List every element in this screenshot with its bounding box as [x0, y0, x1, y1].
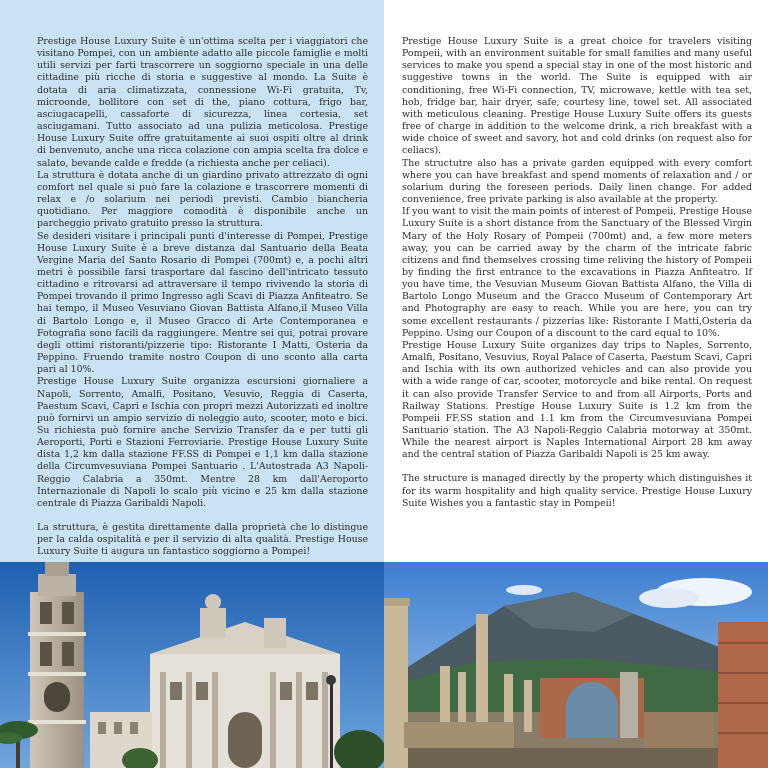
english-paragraph-intro: Prestige House Luxury Suite is a great choice for travelers visiting Pompeii, with an environment suitable for small families and many useful services to make you spend a special stay in one of the most historic and suggestive towns in the world. The Suite is equipped with air conditioning, free Wi-Fi connection, TV, microwave, kettle with tea set, hob, fridge bar, hair dryer, safe, courtesy line, towel set. All associated with meticulous cleaning. Prestige House Luxury Suite offers its guests free of charge in addition to the welcome drink, a rich breakfast with a wide choice of sweet and savory, hot and cold drinks (on request also for celiacs). [402, 36, 752, 157]
italian-paragraph-closing: La struttura, è gestita direttamente dalla proprietà che lo distingue per la calda ospitalità e per il servizio di alta qualità. Prestige House Luxury Suite ti augura un fantastico soggiorno a Pompei! [37, 522, 368, 558]
sanctuary-photo [0, 562, 384, 768]
italian-text [37, 36, 368, 559]
english-paragraph-excursions: Prestige House Luxury Suite organizes day trips to Naples, Sorrento, Amalfi, Positano, Vesuvius, Royal Palace of Caserta, Paestum Scavi, Capri and Ischia with its own authorized vehicles and can also provide you with a wide range of car, scooter, motorcycle and bike rental. On request it can also provide Transfer Service to and from all Airports, Ports and Railway Stations. Prestige House Luxury Suite is 1.2 km from the Pompeii FF.SS station and 1.1 km from the Circumvesuviana Pompei Santuario station. The A3 Napoli-Reggio Calabria motorway at 350mt. While the nearest airport is Naples International Airport 28 km away and the central station of Piazza Garibaldi Napoli is 25 km away. [402, 339, 752, 461]
italian-paragraph-excursions: Prestige House Luxury Suite organizza escursioni giornaliere a Napoli, Sorrento, Amalfi, Positano, Vesuvio, Reggia di Caserta, Paestum Scavi, Capri e Ischia con propri mezzi Autorizzati ed inoltre può fornirvi un ampio servizio di noleggio auto, scooter, moto e bici. Su richiesta può fornire anche Servizio Transfer da e per tutti gli Aeroporti, Porti e Stazioni Ferroviarie. Prestige House Luxury Suite dista 1,2 km dalla stazione FF.SS di Pompei e 1,1 km dalla stazione della Circumvesuviana Pompei Santuario . L'Autostrada A3 Napoli-Reggio Calabria a 350mt. Mentre 28 km dall'Aeroporto Internazionale di Napoli lo scalo più vicino e 25 km dalla stazione centrale di Piazza Garibaldi Napoli. [37, 376, 368, 509]
vesuvius-ruins-photo [384, 562, 768, 768]
italian-paragraph-intro: Prestige House Luxury Suite è un'ottima scelta per i viaggiatori che visitano Pompei, con un ambiente adatto alle piccole famiglie e molti utili servizi per farti trascorrere un soggiorno speciale in una delle cittadine più ricche di storia e suggestive al mondo. La Suite è dotata di aria climatizzata, connessione Wi-Fi gratuita, Tv, microonde, bollitore con set di the, piano cottura, frigo bar, asciugacapelli, cassaforte di sicurezza, linea cortesia, set asciugamani. Tutto associato ad una pulizia meticolosa. Prestige House Luxury Suite offre gratuitamente ai suoi ospiti oltre al drink di benvenuto, anche una ricca colazione con ampia scelta fra dolce e salato, bevande calde e fredde (a richiesta anche per celiaci). [37, 36, 368, 169]
english-text-column [384, 0, 768, 562]
bell-tower [28, 562, 86, 768]
italian-text-column [0, 0, 384, 562]
english-paragraph-garden: The structutre also has a private garden equipped with every comfort where you can have breakfast and spend moments of relaxation and / or solarium during the foreseen periods. Daily linen change. For added convenience, free private parking is also available at the property. [402, 157, 752, 206]
english-paragraph-closing: The structure is managed directly by the property which distinguishes it for its warm hospitality and high quality service. Prestige House Luxury Suite Wishes you a fantastic stay in Pompeii! [402, 473, 752, 509]
italian-paragraph-sights: Se desideri visitare i principali punti d'interesse di Pompei, Prestige House Luxury Suite è a breve distanza dal Santuario della Beata Vergine Maria del Santo Rosario di Pompei (700mt) e, a pochi altri metri è possibile farsi trasportare dal fascino dell'intricato tessuto cittadino e ritrovarsi ad attraversare il tempo rivivendo la storia di Pompei trovando il primo Ingresso agli Scavi di Piazza Anfiteatro. Se hai tempo, il Museo Vesuviano Giovan Battista Alfano,il Museo Villa di Bartolo Longo e, il Museo Gracco di Arte Contemporanea e Fotografia sono facili da raggiungere. Mentre sei qui, potrai provare degli ottimi ristoranti/pizzerie tipo: Ristorante I Matti, Osteria da Peppino. Fruendo tramite nostro Coupon di uno sconto alla carta pari al 10%. [37, 230, 368, 376]
brick-arch [540, 672, 644, 738]
italian-paragraph-garden: La struttura è dotata anche di un giardino privato attrezzato di ogni comfort nel quale si può fare la colazione e trascorrere momenti di relax e /o solarium nei periodi previsti. Cambio biancheria quotidiano. Per maggiore comodità è disponibile anche un parcheggio privato gratuito presso la struttura. [37, 169, 368, 230]
english-text [402, 36, 752, 510]
english-paragraph-sights: If you want to visit the main points of interest of Pompeii, Prestige House Luxury Suite is a short distance from the Sanctuary of the Blessed Virgin Mary of the Holy Rosary of Pompeii (700mt) and, a few more meters away, you can be carried away by the charm of the intricate fabric citizens and find themselves crossing time reliving the history of Pompeii by finding the first entrance to the excavations in Piazza Anfiteatro. If you have time, the Vesuvian Museum Giovan Battista Alfano, the Villa di Bartolo Longo Museum and the Gracco Museum of Contemporary Art and Photography are easy to reach. While you are here, you can try some excellent restaurants / pizzerias like: Ristorante I Matti,Osteria da Peppino. Using our Coupon of a discount to the card equal to 10%. [402, 206, 752, 339]
